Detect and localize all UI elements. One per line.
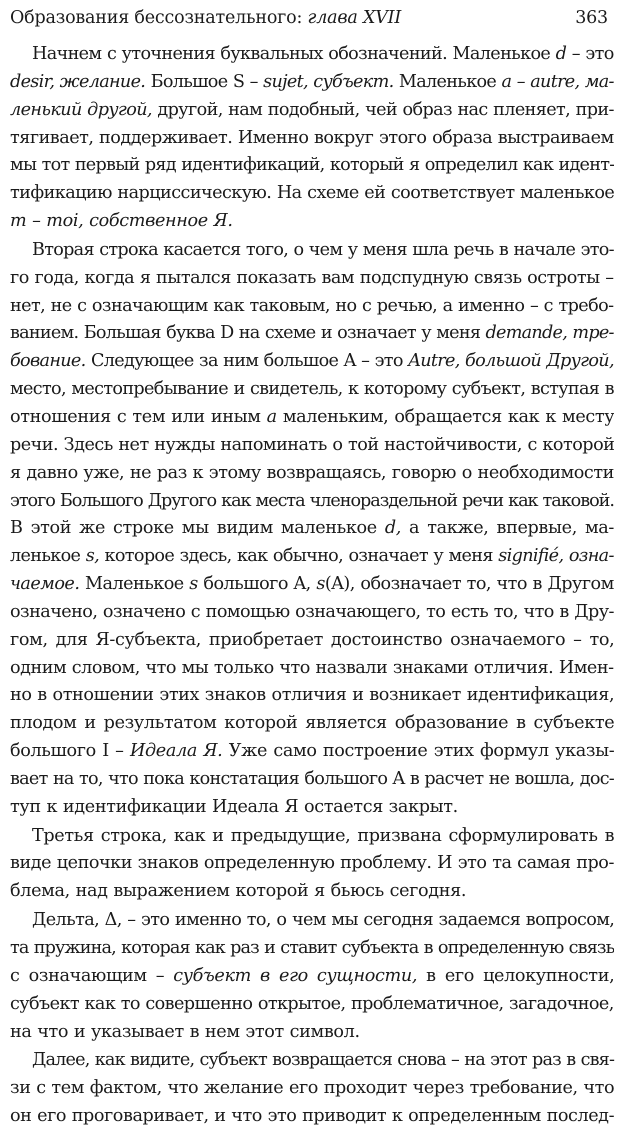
text-line (10, 878, 614, 906)
italic-term: d (555, 44, 567, 64)
text-run: маленьким, обращается как к месту (276, 406, 614, 427)
text-line (10, 125, 614, 153)
italic-term: субъект в его сущности, (173, 965, 418, 986)
text-run: Следующее за ним большое A – это (85, 351, 409, 372)
italic-term: бование. (10, 351, 86, 372)
paragraph (10, 237, 614, 822)
text-line (10, 850, 614, 878)
italic-term: Идеала Я. (129, 741, 223, 762)
text-line (10, 738, 614, 766)
text-run: он его проговаривает, и что это приводит к определенным послед- (10, 1106, 614, 1127)
italic-term: s (316, 574, 325, 595)
text-run: Маленькое (393, 71, 502, 92)
text-run: блема, над выражением которой я бьюсь сегодня. (10, 881, 467, 902)
text-line (10, 823, 620, 851)
text-line (10, 69, 614, 97)
italic-term: desir, желание. (10, 71, 146, 92)
text-run: туп к идентификации Идеала Я остается закрыт. (10, 796, 458, 817)
text-line (10, 963, 614, 991)
text-line (10, 766, 614, 794)
text-run: Вторая строка касается того, о чем у меня шла речь в начале это- (32, 239, 614, 260)
text-run: одним словом, что мы только что назвали знаками отличия. Имен- (10, 657, 614, 678)
body-text (10, 41, 614, 1131)
text-run: с означающим – (10, 965, 174, 986)
italic-term: ленький другой, (10, 99, 152, 120)
text-line (10, 710, 614, 738)
text-line (10, 208, 614, 236)
text-run: тягивает, поддерживает. Именно вокруг этого образа выстраиваем (10, 127, 614, 148)
text-line (10, 41, 620, 69)
text-line (10, 320, 614, 348)
text-line (10, 404, 614, 432)
italic-term: s, (85, 546, 100, 567)
text-line (10, 265, 614, 293)
text-run: другой, нам подобный, чей образ нас пленяет, при- (151, 99, 614, 120)
text-run: большого A, (197, 574, 317, 595)
text-run: (A), обозначает то, что в Другом (324, 574, 614, 595)
text-line (10, 991, 614, 1019)
text-run: большого I – (10, 741, 130, 762)
text-line (10, 348, 614, 376)
italic-term: sujet, субъект. (263, 71, 394, 92)
italic-term: signifié, озна- (498, 546, 614, 567)
text-run: я давно уже, не раз к этому возвращаясь, говорю о необходимости (10, 462, 614, 483)
text-line (10, 543, 614, 571)
text-run: виде цепочки знаков определенную проблему. И это та самая про- (10, 853, 614, 874)
text-line (10, 376, 614, 404)
text-run: речи. Здесь нет нужды напоминать о той настойчивости, с которой (10, 434, 614, 455)
text-line (10, 460, 614, 488)
text-run: мы тот первый ряд идентификаций, который я определил как идент- (10, 155, 614, 176)
chapter-label: глава XVII (307, 8, 402, 28)
text-run: та пружина, которая как раз и ставит субъекта в определенную связь (10, 938, 614, 958)
text-run: плодом и результатом которой является образование в субъекте (10, 713, 614, 734)
text-line (10, 1047, 620, 1075)
text-line (10, 655, 614, 683)
text-line (10, 571, 614, 599)
text-run: Маленькое (79, 574, 190, 595)
text-run: Начнем с уточнения буквальных обозначений. Маленькое (32, 44, 556, 64)
text-line (10, 1103, 614, 1131)
text-run: вает на то, что пока констатация большого A в расчет не вошла, дос- (10, 768, 614, 789)
running-title: Образования бессознательного: (10, 8, 308, 28)
text-run: на что и указывает в нем этот символ. (10, 1021, 360, 1042)
text-run: тификацию нарциссическую. На схеме ей соответствует маленькое (10, 183, 614, 204)
text-run: Дельта, Δ, – это именно то, о чем мы сегодня задаемся вопросом, (32, 910, 615, 931)
text-run: Уже само построение этих формул указы- (222, 741, 614, 762)
text-line (10, 1075, 614, 1103)
text-run: место, местопребывание и свидетель, к которому субъект, вступая в (10, 379, 614, 400)
text-run: но в отношении этих знаков отличия и возникает идентификация, (10, 685, 614, 706)
text-run: которое здесь, как обычно, означает у меня (99, 546, 499, 567)
text-run: Третья строка, как и предыдущие, призвана сформулировать в (32, 825, 615, 846)
text-line (10, 237, 620, 265)
italic-term: чаемое. (10, 574, 80, 595)
text-run: означено, означено с помощью означающего, то есть то, что в Дру- (10, 601, 614, 622)
paragraph (10, 1047, 614, 1131)
text-run: зи с тем фактом, что желание его проходит через требование, что (10, 1078, 614, 1099)
text-run: отношения с тем или иным (10, 406, 267, 427)
text-run: ленькое (10, 546, 86, 567)
italic-term: a (266, 406, 277, 427)
paragraph (10, 41, 614, 236)
text-line (10, 97, 614, 125)
text-run: – это (566, 44, 614, 64)
text-line (10, 293, 614, 321)
running-header (10, 4, 614, 32)
text-run: ванием. Большая буква D на схеме и означает у меня (10, 323, 486, 344)
text-line (10, 515, 614, 543)
italic-term: m – moi, собственное Я. (10, 211, 233, 232)
text-line (10, 682, 614, 710)
text-line (10, 794, 614, 822)
text-run: а также, впервые, ма- (401, 518, 614, 539)
text-line (10, 627, 614, 655)
italic-term: s (189, 574, 198, 595)
text-line (10, 152, 614, 180)
italic-term: d, (384, 518, 402, 539)
text-run: Большое S – (145, 71, 264, 92)
text-line (10, 907, 620, 935)
text-line (10, 180, 614, 208)
paragraph (10, 907, 614, 1046)
italic-term: a – autre, ма- (501, 71, 614, 92)
text-line (10, 432, 614, 460)
italic-term: Autre, большой Другой, (408, 351, 614, 372)
text-line (10, 1019, 614, 1047)
italic-term: demande, тре- (485, 323, 614, 344)
text-run: гом, для Я-субъекта, приобретает достоинство означаемого – то, (10, 629, 614, 650)
page-number: 363 (575, 8, 608, 28)
text-run: нет, не с означающим как таковым, но с речью, а именно – с требо- (10, 295, 614, 316)
text-run: Далее, как видите, субъект возвращается снова – на этот раз в свя- (32, 1050, 615, 1071)
text-run: в его целокупности, (417, 965, 614, 986)
text-line (10, 599, 614, 627)
text-line (10, 488, 614, 516)
paragraph (10, 823, 614, 907)
text-run: субъект как то совершенно открытое, проблематичное, загадочное, (10, 993, 614, 1014)
text-line (10, 935, 614, 963)
text-run: этого Большого Другого как места членораздельной речи как таковой. (10, 490, 614, 511)
text-run: В этой же строке мы видим маленькое (10, 518, 385, 539)
text-run: го года, когда я пытался показать вам подспудную связь остроты – (10, 267, 614, 288)
